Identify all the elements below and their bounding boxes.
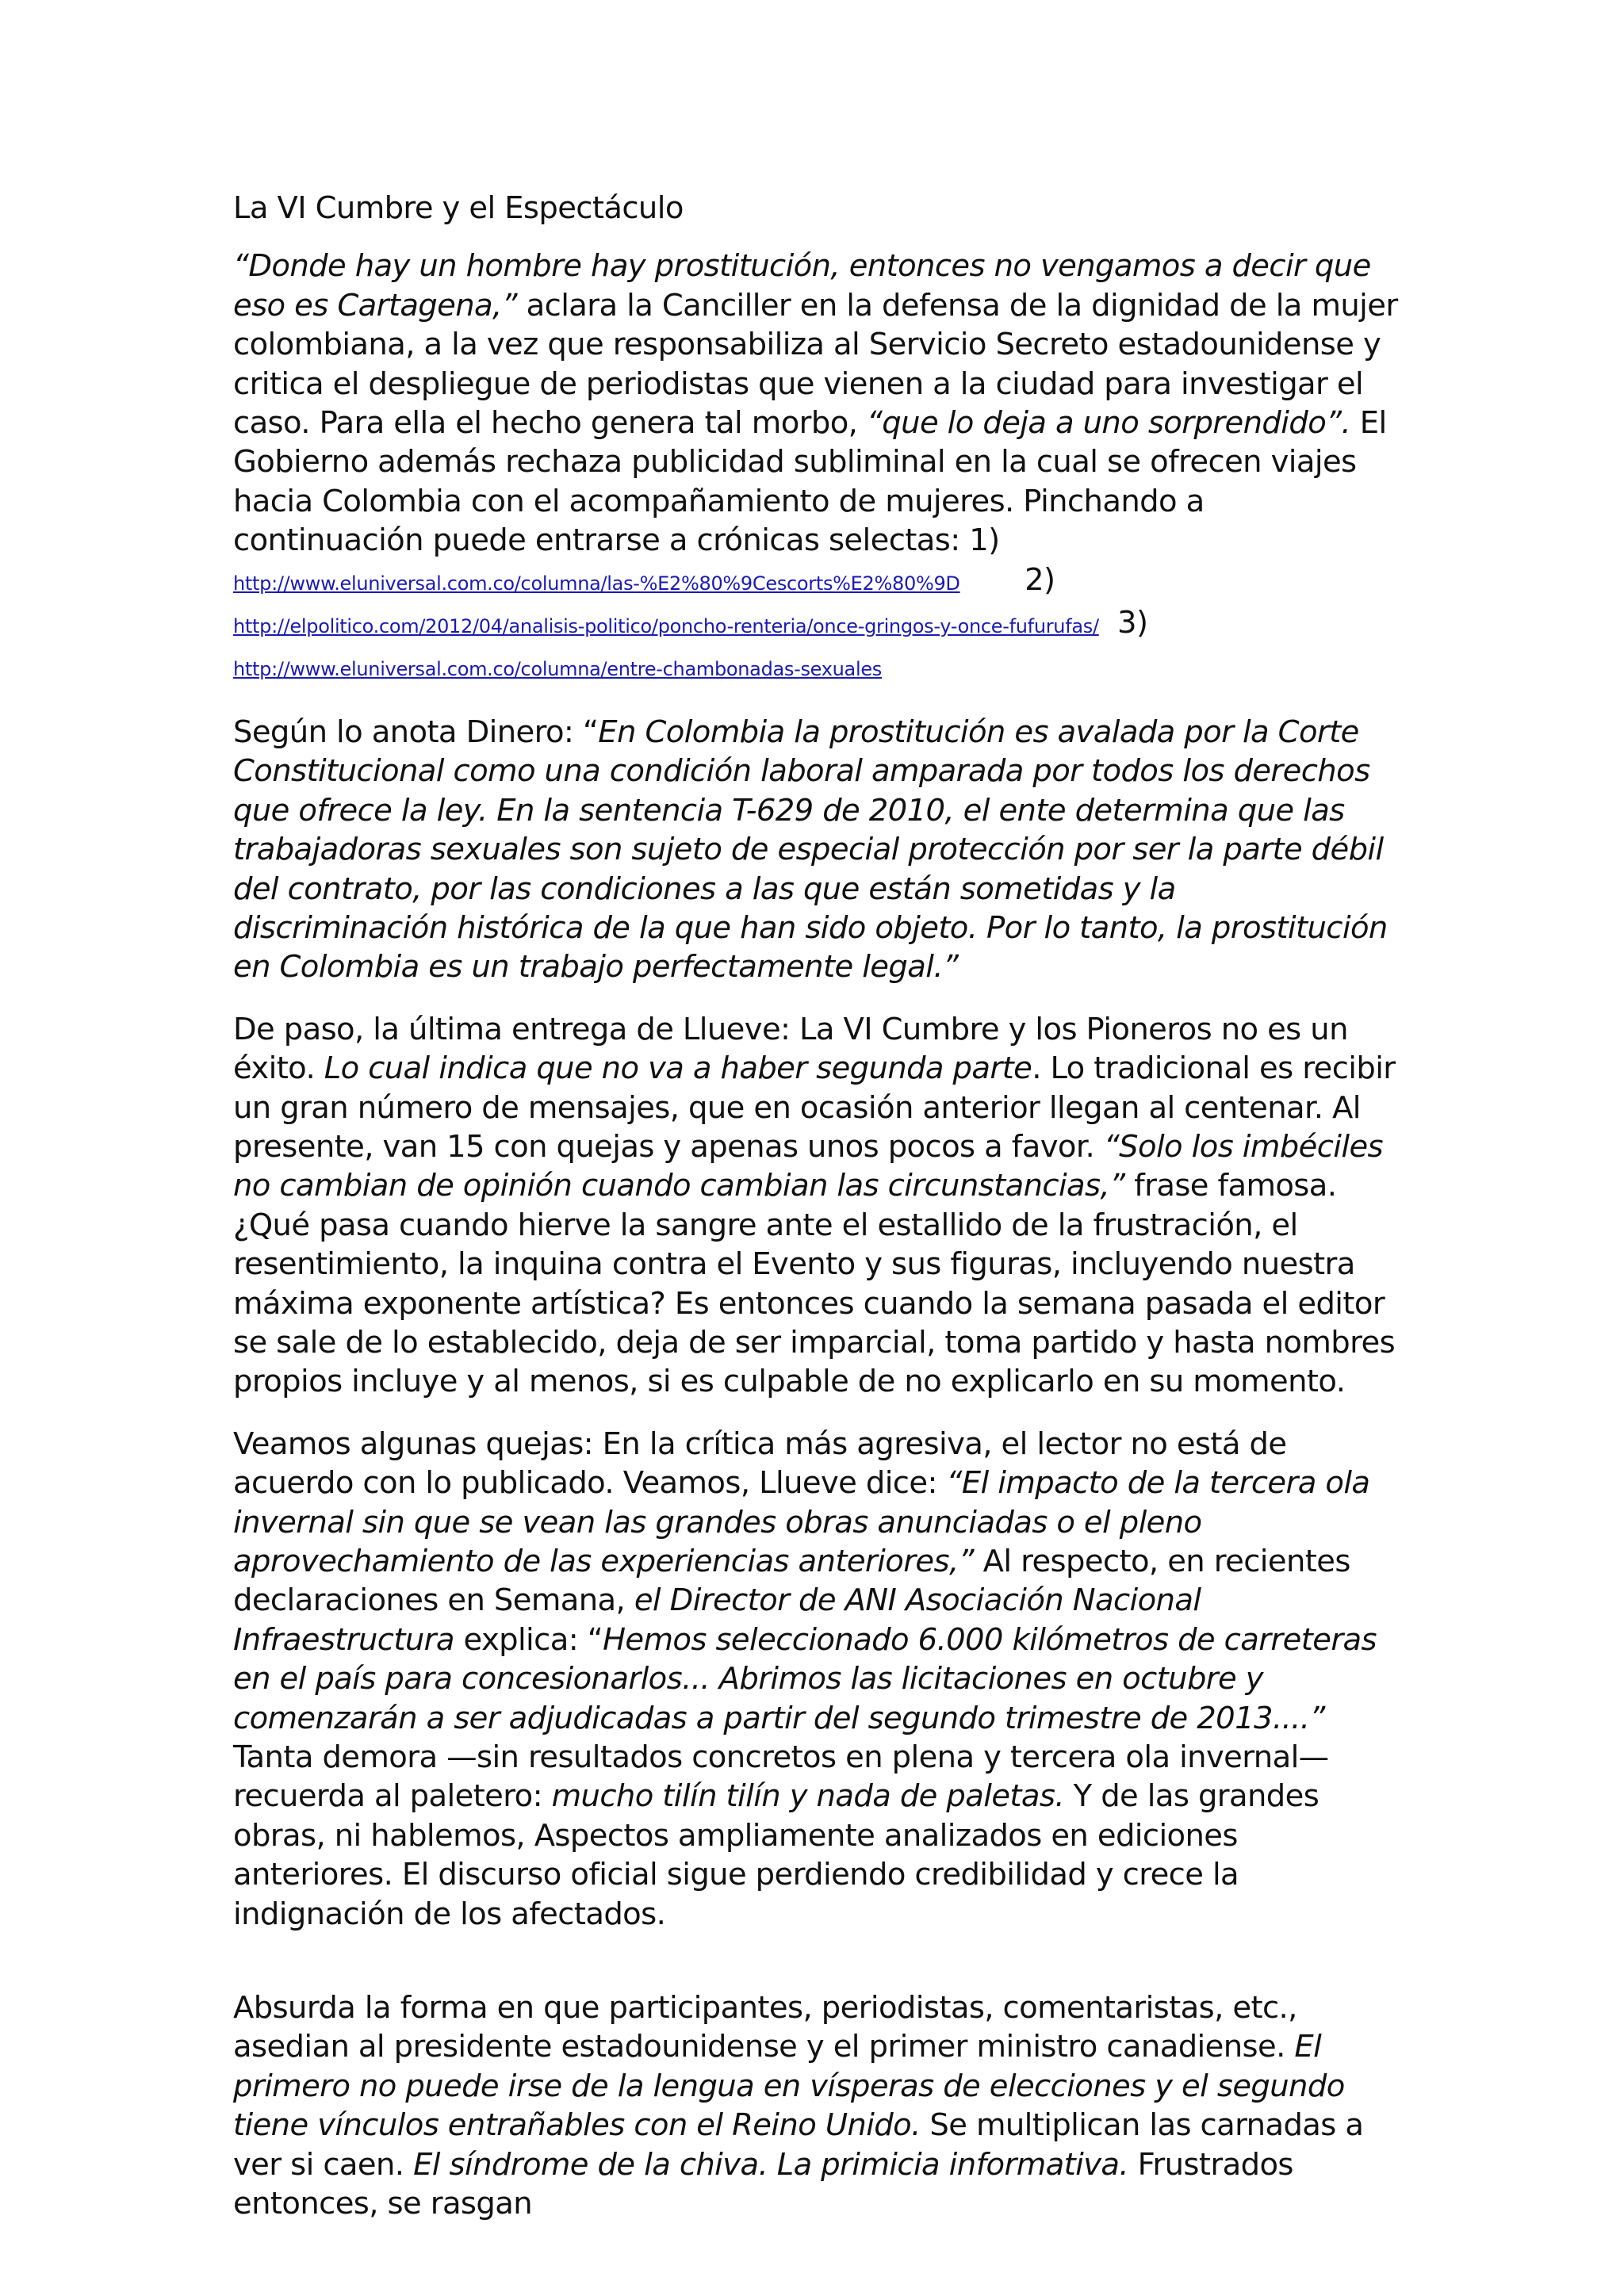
paragraph-5-text-a: Absurda la forma en que participantes, periodistas, comentaristas, etc., asedian al presidente estadounidense y el primer ministro canadiense.	[233, 1990, 1297, 2065]
quote-llueve: “El impacto de la tercera ola invernal sin que se vean las grandes obras anunciadas o el pleno aprovechamiento de las experiencias anteriores,”	[233, 1465, 1370, 1579]
paragraph-4-text-c: explica: “	[454, 1621, 603, 1658]
quote-segunda-parte: Lo cual indica que no va a haber segunda parte	[324, 1050, 1032, 1087]
paragraph-4-text-d: Tanta demora —sin resultados concretos en plena y tercera ola invernal— recuerda al paletero:	[233, 1739, 1329, 1815]
paragraph-2	[233, 713, 1399, 987]
paragraph-1-text-b: El Gobierno además rechaza publicidad subliminal en la cual se ofrecen viajes hacia Colombia con el acompañamiento de mujeres. Pinchando a continuación puede entrarse a crónicas selectas:	[233, 405, 1387, 559]
paragraph-2-text-a: Según lo anota Dinero: “	[233, 714, 599, 750]
link-eluniversal-escorts[interactable]: http://www.eluniversal.com.co/columna/las-%E2%80%9Cescorts%E2%80%9D	[233, 572, 960, 595]
quote-canciller: “Donde hay un hombre hay prostitución, entonces no vengamos a decir que eso es Cartagena,”	[233, 248, 1371, 323]
link-eluniversal-chambonadas[interactable]: http://www.eluniversal.com.co/columna/entre-chambonadas-sexuales	[233, 658, 882, 681]
quote-paletero: mucho tilín tilín y nada de paletas.	[551, 1778, 1064, 1815]
link-number-1: 1)	[969, 522, 1000, 559]
paragraph-4	[233, 1425, 1399, 1934]
document-title: La VI Cumbre y el Espectáculo	[233, 190, 684, 226]
paragraph-5-text-b: Se multiplican las carnadas a ver si caen.	[233, 2107, 1364, 2183]
quote-dinero: En Colombia la prostitución es avalada por la Corte Constitucional como una condición laboral amparada por todos los derechos que ofrece la ley. En la sentencia T-629 de 2010, el ente determina que las trabajadoras sexuales son sujeto de especial protección por ser la parte débil del contrato, por las condiciones a las que están sometidas y la discriminación histórica de la que han sido objeto. Por lo tanto, la prostitución en Colombia es un trabajo perfectamente legal.”	[233, 714, 1388, 985]
quote-morbo: “que lo deja a uno sorprendido”.	[866, 405, 1351, 442]
quote-chiva: El síndrome de la chiva. La primicia informativa.	[413, 2146, 1129, 2183]
document-page	[233, 189, 1399, 2247]
paragraph-4-text-e: Y de las grandes obras, ni hablemos, Aspectos ampliamente analizados en ediciones anteriores. El discurso oficial sigue perdiendo credibilidad y crece la indignación de los afectados.	[233, 1778, 1320, 1932]
link-number-3: 3)	[1117, 605, 1148, 641]
quote-primero: El primero no puede irse de la lengua en vísperas de elecciones y el segundo tiene vínculos entrañables con el Reino Unido.	[233, 2029, 1345, 2144]
paragraph-3-text-b: . Lo tradicional es recibir un gran número de mensajes, que en ocasión anterior llegan al centenar. Al presente, van 15 con quejas y apenas unos pocos a favor.	[233, 1050, 1396, 1165]
link-number-2: 2)	[1025, 561, 1055, 598]
paragraph-4-text-b: Al respecto, en recientes declaraciones en Semana,	[233, 1544, 1350, 1619]
paragraph-1	[233, 247, 1399, 689]
paragraph-5	[233, 1988, 1399, 2223]
paragraph-5-text-c: Frustrados entonces, se rasgan	[233, 2146, 1293, 2222]
paragraph-4-text-a: Veamos algunas quejas: En la crítica más agresiva, el lector no está de acuerdo con lo publicado. Veamos, Llueve dice:	[233, 1425, 1287, 1502]
quote-imbeciles: “Solo los imbéciles no cambian de opinión cuando cambian las circunstancias,”	[233, 1128, 1384, 1204]
paragraph-3-text-c: frase famosa. ¿Qué pasa cuando hierve la sangre ante el estallido de la frustración, el resentimiento, la inquina contra el Evento y sus figuras, incluyendo nuestra máxima exponente artística? Es entonces cuando la semana pasada el editor se sale de lo establecido, deja de ser imparcial, toma partido y hasta nombres propios incluye y al menos, si es culpable de no explicarlo en su momento.	[233, 1168, 1396, 1400]
paragraph-3	[233, 1010, 1399, 1402]
paragraph-3-text-a: De paso, la última entrega de Llueve: La VI Cumbre y los Pioneros no es un éxito.	[233, 1011, 1348, 1087]
quote-kilometros: Hemos seleccionado 6.000 kilómetros de carreteras en el país para concesionarlos... Abrimos las licitaciones en octubre y comenzarán a ser adjudicadas a partir del segundo trimestre de 2013....”	[233, 1621, 1377, 1736]
paragraph-1-text-a: aclara la Canciller en la defensa de la dignidad de la mujer colombiana, a la vez que responsabiliza al Servicio Secreto estadounidense y critica el despliegue de periodistas que vienen a la ciudad para investigar el caso. Para ella el hecho genera tal morbo,	[233, 287, 1398, 442]
quote-director-ani: el Director de ANI Asociación Nacional Infraestructura	[233, 1582, 1201, 1658]
link-elpolitico-once-gringos[interactable]: http://elpolitico.com/2012/04/analisis-politico/poncho-renteria/once-gringos-y-once-fufurufas/	[233, 615, 1099, 638]
